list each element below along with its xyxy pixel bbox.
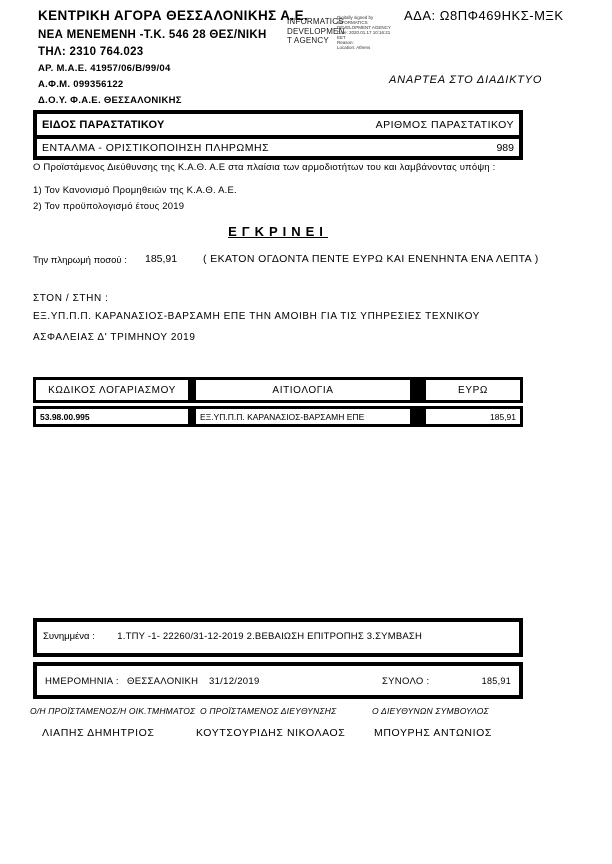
date-total-box [33, 662, 523, 699]
account-code-header: ΚΩΔΙΚΟΣ ΛΟΓΑΡΙΑΣΜΟΥ [36, 380, 188, 400]
document-number-value: 989 [496, 141, 514, 154]
signatory-title-directorate-head: Ο ΠΡΟΪΣΤΑΜΕΝΟΣ ΔΙΕΥΘΥΝΣΗΣ [200, 706, 337, 716]
payee-line-1: ΕΞ.ΥΠ.Π.Π. ΚΑΡΑΝΑΣΙΟΣ-ΒΑΡΣΑΜΗ ΕΠΕ ΤΗΝ ΑΜΟΙΒΗ ΓΙΑ ΤΙΣ ΥΠΗΡΕΣΙΕΣ ΤΕΧΝΙΚΟΥ [33, 311, 480, 322]
date-label: ΗΜΕΡΟΜΗΝΙΑ : [45, 676, 119, 687]
signatory-name-finance-head: ΛΙΑΠΗΣ ΔΗΜΗΤΡΙΟΣ [42, 727, 155, 739]
signatory-title-finance-head: Ο/Η ΠΡΟΪΣΤΑΜΕΝΟΣ/Η ΟΙΚ.ΤΜΗΜΑΤΟΣ [30, 706, 196, 716]
signature-agency-stamp [287, 17, 345, 46]
payment-amount-value: 185,91 [145, 253, 178, 265]
account-code-value: 53.98.00.995 [36, 409, 188, 424]
company-tax-office: Δ.Ο.Υ. Φ.Α.Ε. ΘΕΣΣΑΛΟΝΙΚΗΣ [38, 95, 182, 106]
agency-line: DEVELOPMEN [287, 26, 345, 36]
euro-header: ΕΥΡΩ [426, 380, 520, 400]
signature-details: Digitally signed by INFORMATICS DEVELOPMENT AGENCY Date: 2020.01.17 10:16:21 EET Reason: Location: Athens [337, 15, 391, 50]
document-number-header: ΑΡΙΘΜΟΣ ΠΑΡΑΣΤΑΤΙΚΟΥ [375, 118, 514, 131]
document-type-table [33, 110, 523, 160]
company-registry-number: ΑΡ. Μ.Α.Ε. 41957/06/Β/99/04 [38, 63, 171, 74]
document-type-header-row [37, 114, 519, 135]
web-posting-note: ΑΝΑΡΤΕΑ ΣΤΟ ΔΙΑΔΙΚΤΥΟ [389, 74, 543, 86]
total-label: ΣΥΝΟΛΟ : [382, 676, 430, 687]
signatory-name-directorate-head: ΚΟΥΤΣΟΥΡΙΔΗΣ ΝΙΚΟΛΑΟΣ [196, 727, 346, 739]
company-phone: ΤΗΛ: 2310 764.023 [38, 46, 144, 58]
payment-amount-label: Την πληρωμή ποσού : [33, 255, 127, 266]
justification-value: ΕΞ.ΥΠ.Π.Π. ΚΑΡΑΝΑΣΙΟΣ-ΒΑΡΣΑΜΗ ΕΠΕ [196, 409, 410, 424]
document-type-value-row [37, 139, 519, 156]
payee-label: ΣΤΟΝ / ΣΤΗΝ : [33, 293, 109, 304]
signatory-title-managing-director: Ο ΔΙΕΥΘΥΝΩΝ ΣΥΜΒΟΥΛΟΣ [372, 706, 489, 716]
date-city: ΘΕΣΣΑΛΟΝΙΚΗ [127, 676, 199, 687]
agency-line: INFORMATICS [287, 17, 344, 26]
account-table-data-row [33, 406, 523, 427]
date-value: 31/12/2019 [209, 676, 260, 687]
preamble-item-1: 1) Τον Κανονισμό Προμηθειών της Κ.Α.Θ. Α.Ε. [33, 185, 237, 196]
signatory-name-managing-director: ΜΠΟΥΡΗΣ ΑΝΤΩΝΙΟΣ [374, 727, 492, 739]
account-table-header-row [33, 377, 523, 403]
payment-amount-words: ( ΕΚΑΤΟΝ ΟΓΔΟΝΤΑ ΠΕΝΤΕ ΕΥΡΩ ΚΑΙ ΕΝΕΝΗΝΤΑ ΕΝΑ ΛΕΠΤΑ ) [203, 253, 539, 265]
document-type-value: ΕΝΤΑΛΜΑ - ΟΡΙΣΤΙΚΟΠΟΙΗΣΗ ΠΛΗΡΩΜΗΣ [42, 141, 270, 154]
total-value: 185,91 [481, 676, 511, 686]
document-type-header: ΕΙΔΟΣ ΠΑΡΑΣΤΑΤΙΚΟΥ [42, 118, 165, 131]
ada-code: ΑΔΑ: Ω8ΠΦ469ΗΚΣ-ΜΞΚ [404, 8, 564, 23]
agency-line: T AGENCY [287, 36, 329, 45]
attachments-value: 1.ΤΠΥ -1- 22260/31-12-2019 2.ΒΕΒΑΙΩΣΗ ΕΠΙΤΡΟΠΗΣ 3.ΣΥΜΒΑΣΗ [117, 631, 423, 642]
preamble-intro: Ο Προϊστάμενος Διεύθυνσης της Κ.Α.Θ. Α.Ε στα πλαίσια των αρμοδιοτήτων του και λαμβάνοντας υπόψη : [33, 162, 496, 173]
justification-header: ΑΙΤΙΟΛΟΓΙΑ [196, 380, 410, 400]
company-vat-number: Α.Φ.Μ. 099356122 [38, 79, 124, 90]
company-name: ΚΕΝΤΡΙΚΗ ΑΓΟΡΑ ΘΕΣΣΑΛΟΝΙΚΗΣ Α.Ε. [38, 8, 309, 23]
attachments-box [33, 618, 523, 657]
approval-heading: ΕΓΚΡΙΝΕΙ [228, 224, 328, 239]
euro-value: 185,91 [426, 409, 520, 424]
payee-line-2: ΑΣΦΑΛΕΙΑΣ Δ' ΤΡΙΜΗΝΟΥ 2019 [33, 332, 196, 343]
company-address: ΝΕΑ ΜΕΝΕΜΕΝΗ -Τ.Κ. 546 28 ΘΕΣ/ΝΙΚΗ [38, 29, 267, 41]
preamble-item-2: 2) Τον προϋπολογισμό έτους 2019 [33, 201, 185, 212]
attachments-label: Συνημμένα : [43, 631, 95, 642]
